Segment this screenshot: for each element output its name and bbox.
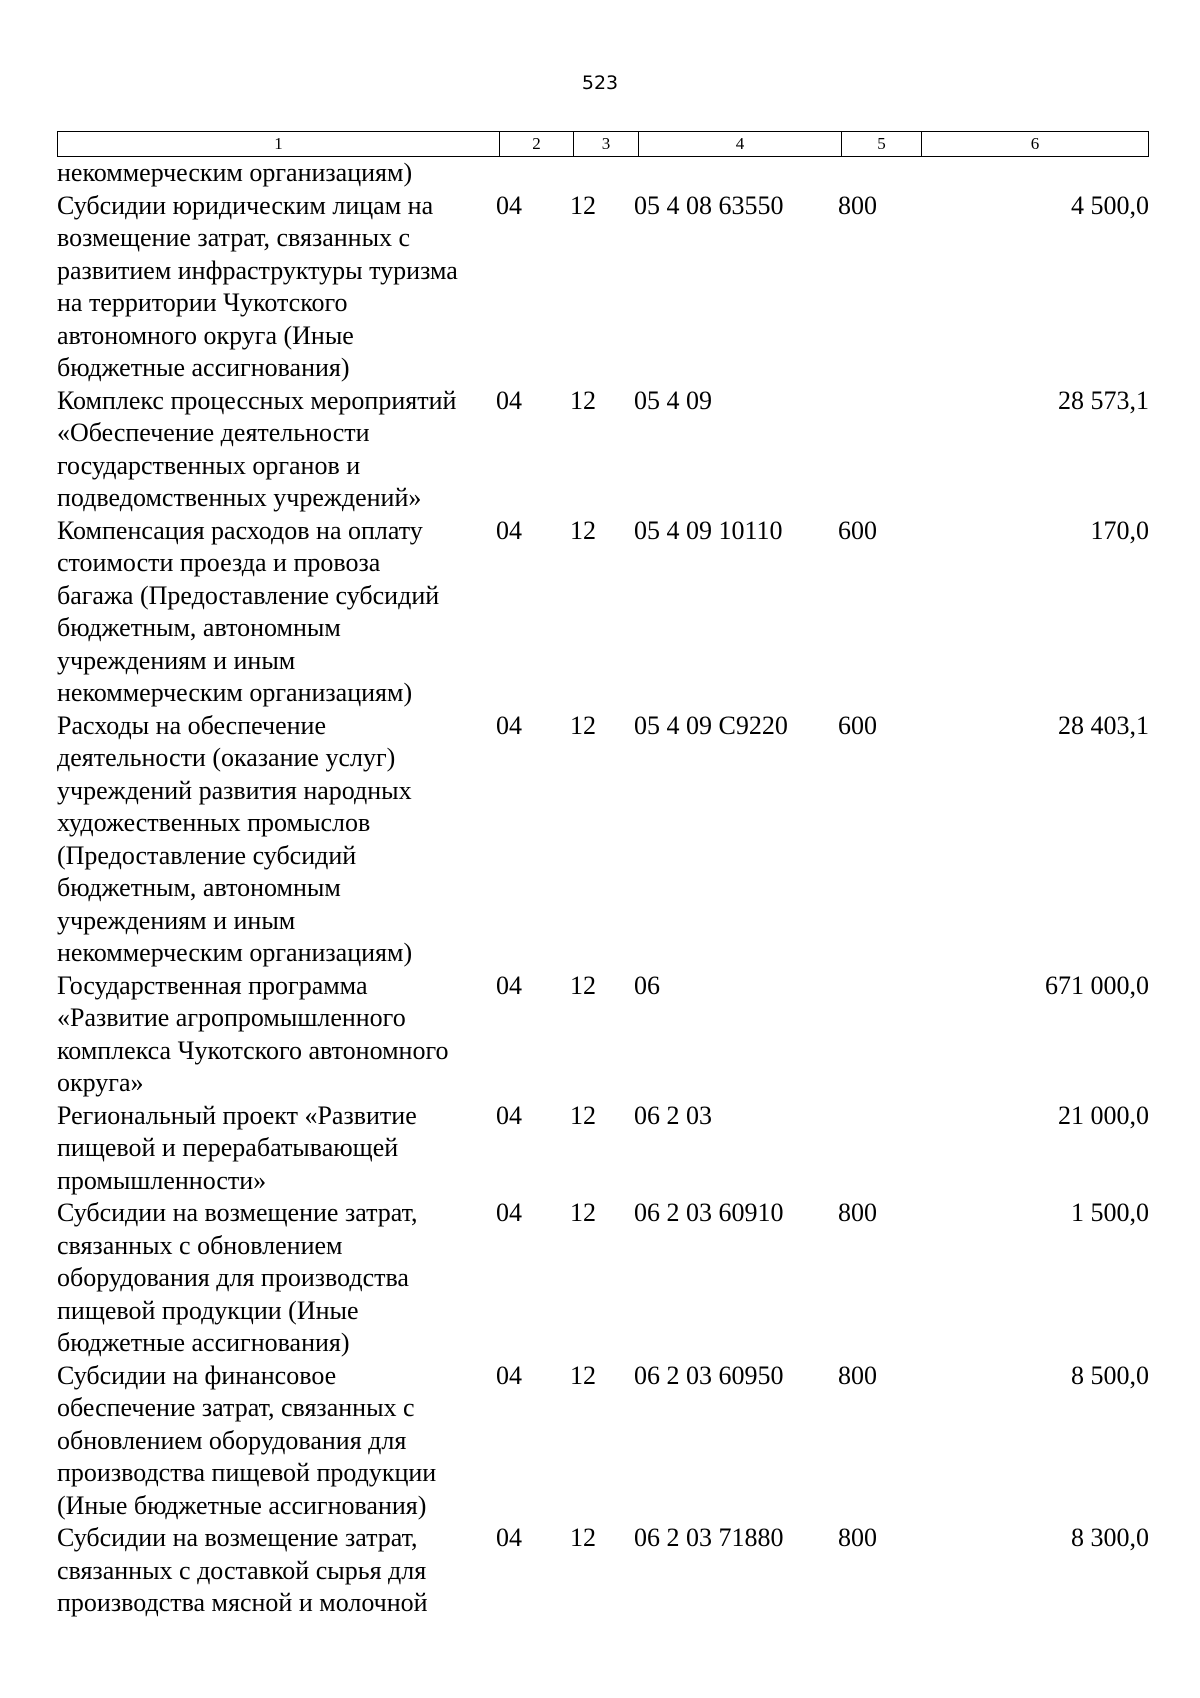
description-line: Региональный проект «Развитие [57, 1100, 417, 1130]
row-description [57, 515, 497, 710]
table-row [57, 190, 1149, 385]
description-line: обеспечение затрат, связанных с [57, 1393, 415, 1422]
row-description [57, 1360, 497, 1523]
expense-type-code [838, 970, 928, 1100]
description-line: бюджетные ассигнования) [57, 1328, 350, 1357]
table-row [57, 515, 1149, 710]
subsection-code: 12 [570, 190, 596, 220]
table-row [57, 157, 1149, 190]
amount: 4 500,0 [1071, 190, 1149, 220]
target-article-code: 06 2 03 [634, 1100, 712, 1130]
section-code: 04 [496, 1360, 522, 1390]
subsection-code: 12 [570, 1360, 596, 1390]
description-line: учреждений развития народных [57, 775, 412, 805]
amount: 8 300,0 [1071, 1523, 1149, 1552]
description-line: «Обеспечение деятельности [57, 418, 370, 447]
target-article-code: 06 [634, 970, 660, 1000]
section-code: 04 [496, 1198, 522, 1227]
description-line: (Иные бюджетные ассигнования) [57, 1490, 427, 1520]
expense-type-code [838, 1100, 928, 1198]
table-row [57, 1360, 1149, 1523]
table-row [57, 1100, 1149, 1198]
description-line: деятельности (оказание услуг) [57, 743, 396, 772]
target-article-code: 06 2 03 60950 [634, 1360, 784, 1390]
header-col-3: 3 [574, 132, 639, 156]
subsection-code: 12 [570, 970, 596, 1000]
expense-type-code: 800 [838, 190, 877, 220]
description-line: промышленности» [57, 1165, 267, 1195]
description-line: некоммерческим организациям) [57, 678, 413, 707]
expense-type-code: 800 [838, 1360, 877, 1390]
subsection-code [570, 157, 634, 190]
description-line: Субсидии на возмещение затрат, [57, 1198, 418, 1227]
description-line: (Предоставление субсидий [57, 840, 357, 870]
section-code: 04 [496, 190, 522, 220]
row-description [57, 1197, 497, 1360]
subsection-code: 12 [570, 710, 596, 740]
row-description [57, 1522, 497, 1620]
description-line: производства мясной и молочной [57, 1588, 428, 1617]
table-row [57, 1197, 1149, 1360]
target-article-code: 05 4 09 С9220 [634, 710, 788, 740]
subsection-code: 12 [570, 385, 596, 415]
table-row [57, 970, 1149, 1100]
section-code: 04 [496, 970, 522, 1000]
amount: 28 573,1 [1058, 385, 1149, 415]
description-line: Комплекс процессных мероприятий [57, 385, 457, 415]
description-line: пищевой и перерабатывающей [57, 1133, 399, 1162]
target-article-code [634, 157, 838, 190]
description-line: Субсидии юридическим лицам на [57, 190, 434, 220]
target-article-code: 05 4 09 10110 [634, 515, 783, 545]
amount: 28 403,1 [1058, 710, 1149, 740]
expense-type-code [838, 385, 928, 515]
section-code: 04 [496, 1523, 522, 1552]
header-col-4: 4 [639, 132, 842, 156]
description-line: Субсидии на возмещение затрат, [57, 1523, 418, 1552]
description-line: обновлением оборудования для [57, 1425, 407, 1455]
expense-type-code: 800 [838, 1198, 877, 1227]
expense-type-code [838, 157, 928, 190]
description-line: некоммерческим организациям) [57, 158, 413, 187]
header-col-5: 5 [842, 132, 922, 156]
target-article-code: 06 2 03 60910 [634, 1198, 784, 1227]
amount [928, 157, 1149, 190]
section-code [496, 157, 570, 190]
amount: 671 000,0 [1045, 970, 1149, 1000]
subsection-code: 12 [570, 1100, 596, 1130]
table-row [57, 385, 1149, 515]
description-line: комплекса Чукотского автономного [57, 1035, 449, 1065]
row-description [57, 710, 497, 970]
description-line: стоимости проезда и провоза [57, 548, 381, 577]
description-line: учреждениям и иным [57, 645, 296, 675]
amount: 8 500,0 [1071, 1360, 1149, 1390]
expense-type-code: 800 [838, 1523, 877, 1552]
header-col-2: 2 [500, 132, 574, 156]
target-article-code: 06 2 03 71880 [634, 1523, 784, 1552]
amount: 21 000,0 [1058, 1100, 1149, 1130]
description-line: округа» [57, 1068, 144, 1097]
header-col-1: 1 [58, 132, 500, 156]
description-line: Государственная программа [57, 970, 368, 1000]
expense-type-code: 600 [838, 710, 877, 740]
section-code: 04 [496, 1100, 522, 1130]
description-line: государственных органов и [57, 450, 361, 480]
expense-type-code: 600 [838, 515, 877, 545]
amount: 1 500,0 [1071, 1198, 1149, 1227]
description-line: бюджетные ассигнования) [57, 353, 350, 382]
table-header [57, 131, 1149, 157]
description-line: художественных промыслов [57, 808, 371, 837]
description-line: багажа (Предоставление субсидий [57, 580, 440, 610]
description-line: связанных с доставкой сырья для [57, 1555, 427, 1585]
row-description [57, 190, 497, 385]
row-description [57, 970, 497, 1100]
table-row [57, 710, 1149, 970]
description-line: бюджетным, автономным [57, 613, 341, 642]
section-code: 04 [496, 385, 522, 415]
description-line: «Развитие агропромышленного [57, 1003, 406, 1032]
row-description [57, 157, 497, 190]
page-number: 523 [581, 72, 619, 94]
table-body [57, 157, 1149, 1620]
target-article-code: 05 4 09 [634, 385, 712, 415]
description-line: Расходы на обеспечение [57, 710, 327, 740]
subsection-code: 12 [570, 1523, 596, 1552]
header-col-6: 6 [1030, 134, 1040, 153]
description-line: некоммерческим организациям) [57, 938, 413, 967]
section-code: 04 [496, 710, 522, 740]
section-code: 04 [496, 515, 522, 545]
description-line: бюджетным, автономным [57, 873, 341, 902]
description-line: на территории Чукотского [57, 288, 348, 317]
description-line: оборудования для производства [57, 1263, 409, 1292]
description-line: Субсидии на финансовое [57, 1360, 337, 1390]
description-line: подведомственных учреждений» [57, 483, 422, 512]
description-line: учреждениям и иным [57, 905, 296, 935]
row-description [57, 385, 497, 515]
description-line: развитием инфраструктуры туризма [57, 255, 458, 285]
subsection-code: 12 [570, 515, 596, 545]
amount: 170,0 [1090, 515, 1149, 545]
description-line: автономного округа (Иные [57, 320, 354, 350]
description-line: возмещение затрат, связанных с [57, 223, 411, 252]
description-line: связанных с обновлением [57, 1230, 343, 1260]
row-description [57, 1100, 497, 1198]
description-line: производства пищевой продукции [57, 1458, 437, 1487]
description-line: пищевой продукции (Иные [57, 1295, 359, 1325]
subsection-code: 12 [570, 1198, 596, 1227]
description-line: Компенсация расходов на оплату [57, 515, 423, 545]
target-article-code: 05 4 08 63550 [634, 190, 784, 220]
table-row [57, 1522, 1149, 1620]
